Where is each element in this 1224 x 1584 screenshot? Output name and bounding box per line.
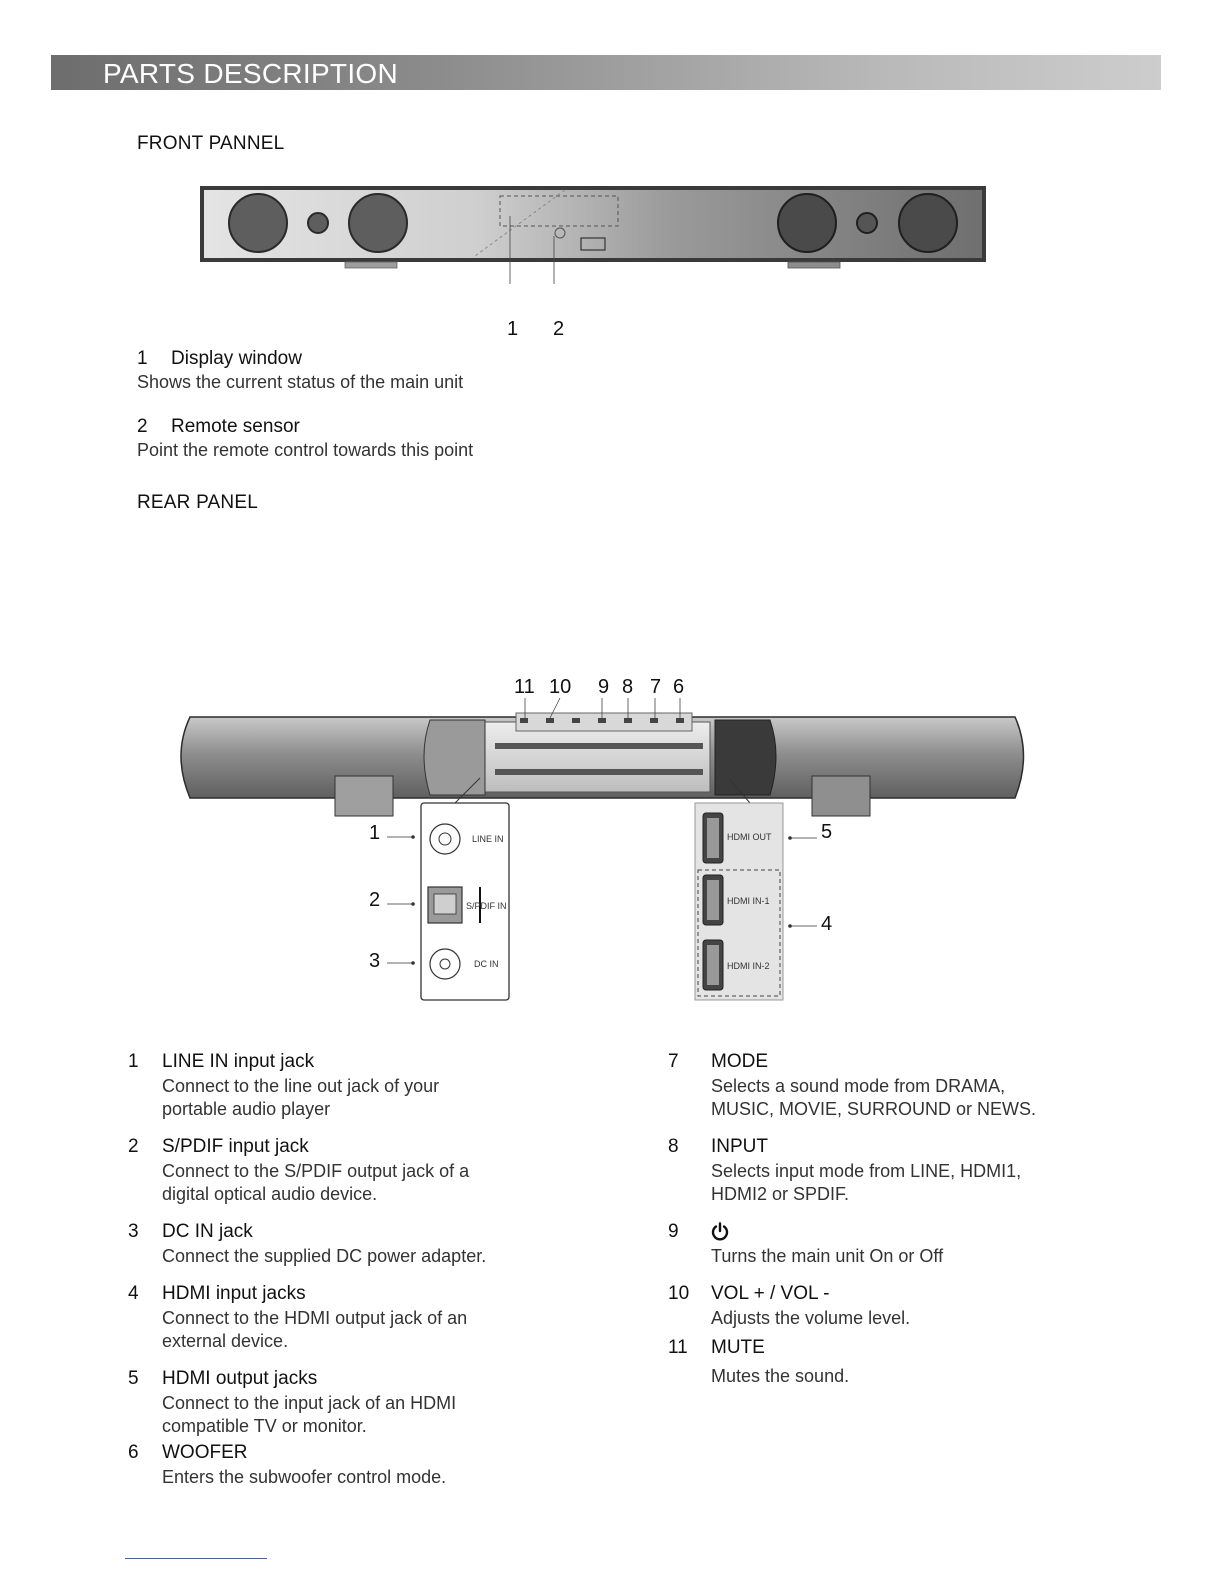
item-title: WOOFER [162, 1442, 248, 1463]
item-description-line-1: Adjusts the volume level. [711, 1308, 911, 1328]
front-panel-heading: FRONT PANNEL [137, 133, 285, 154]
rear-left-bracket [424, 720, 485, 795]
item-number: 10 [668, 1283, 690, 1304]
item-number: 2 [128, 1136, 139, 1157]
rear-foot-right [812, 776, 870, 816]
vol-button [572, 718, 580, 723]
front-tweeter-left [308, 213, 328, 233]
item-description-line-1: Enters the subwoofer control mode. [162, 1467, 447, 1487]
item-description-line-2: portable audio player [162, 1099, 331, 1119]
rear-vent-bottom [495, 769, 703, 775]
item-description: Point the remote control towards this point [137, 440, 474, 460]
item-number: 11 [668, 1337, 688, 1358]
item-number: 8 [668, 1136, 679, 1157]
mute-button [520, 718, 528, 723]
item-description-line-1: Turns the main unit On or Off [711, 1246, 944, 1266]
item-number: 6 [128, 1442, 139, 1463]
item-number: 2 [137, 416, 148, 437]
item-number: 1 [128, 1051, 139, 1072]
footer-link-underline [125, 1558, 267, 1559]
spdif-in-label: S/PDIF IN [466, 901, 507, 911]
rear-panel-heading: REAR PANEL [137, 492, 258, 513]
woofer-button [676, 718, 684, 723]
hdmi-in-1-label: HDMI IN-1 [727, 896, 770, 906]
item-description-line-2: MUSIC, MOVIE, SURROUND or NEWS. [711, 1099, 1037, 1119]
item-number: 4 [128, 1283, 139, 1304]
rear-callout-11: 11 [514, 676, 535, 698]
front-speaker-right-2 [899, 194, 957, 252]
front-foot-right [788, 262, 840, 268]
item-title: Remote sensor [171, 416, 300, 437]
power-icon [710, 1222, 730, 1242]
item-number: 3 [128, 1221, 139, 1242]
item-number: 9 [668, 1221, 679, 1242]
rear-panel-illustration [150, 670, 1050, 1010]
item-description-line-1: Mutes the sound. [711, 1366, 850, 1386]
item-title: HDMI input jacks [162, 1283, 306, 1304]
line-in-jack-inner [439, 833, 451, 845]
rear-foot-left [335, 776, 393, 816]
page-title: PARTS DESCRIPTION [103, 58, 398, 89]
item-number: 7 [668, 1051, 679, 1072]
item-description-line-2: compatible TV or monitor. [162, 1416, 367, 1436]
item-title: VOL + / VOL - [711, 1283, 830, 1304]
rear-center-panel [480, 722, 710, 792]
item-title: S/PDIF input jack [162, 1136, 309, 1157]
dc-in-jack-inner [440, 959, 450, 969]
item-description-line-1: Connect to the line out jack of your [162, 1076, 440, 1096]
line-in-label: LINE IN [472, 834, 504, 844]
item-description-line-1: Connect to the S/PDIF output jack of a [162, 1161, 470, 1181]
item-description-line-1: Connect to the input jack of an HDMI [162, 1393, 457, 1413]
input-button [624, 718, 632, 723]
item-description-line-2: digital optical audio device. [162, 1184, 378, 1204]
rear-callout-6: 6 [673, 676, 685, 698]
rear-callout-left-1: 1 [369, 822, 381, 844]
front-speaker-left-1 [229, 194, 287, 252]
item-description-line-1: Connect the supplied DC power adapter. [162, 1246, 487, 1266]
front-tweeter-right [857, 213, 877, 233]
front-panel-illustration [195, 180, 995, 290]
front-callout-2: 2 [553, 318, 565, 340]
hdmi-in-2-label: HDMI IN-2 [727, 961, 770, 971]
item-title: INPUT [711, 1136, 768, 1157]
rear-callout-9: 9 [598, 676, 610, 698]
spdif-jack-inner [434, 894, 456, 914]
item-number: 1 [137, 348, 148, 369]
item-title: MODE [711, 1051, 768, 1072]
rear-callout-8: 8 [622, 676, 634, 698]
item-title: LINE IN input jack [162, 1051, 315, 1072]
rear-callout-left-3: 3 [369, 950, 381, 972]
rear-callout-10: 10 [549, 676, 572, 698]
front-callout-1: 1 [507, 318, 519, 340]
rear-vent-top [495, 743, 703, 749]
section-header-bar [51, 55, 1161, 90]
vol-button [546, 718, 554, 723]
item-number: 5 [128, 1368, 139, 1389]
power-button [598, 718, 606, 723]
mode-button [650, 718, 658, 723]
item-title: DC IN jack [162, 1221, 253, 1242]
dc-in-label: DC IN [474, 959, 499, 969]
hdmi-out-label: HDMI OUT [727, 832, 772, 842]
front-speaker-left-2 [349, 194, 407, 252]
rear-callout-left-2: 2 [369, 889, 381, 911]
item-title: MUTE [711, 1337, 765, 1358]
item-description: Shows the current status of the main unit [137, 372, 464, 392]
front-foot-left [345, 262, 397, 268]
item-description-line-2: HDMI2 or SPDIF. [711, 1184, 850, 1204]
item-description-line-1: Selects a sound mode from DRAMA, [711, 1076, 1006, 1096]
front-speaker-right-1 [778, 194, 836, 252]
rear-right-bracket [715, 720, 776, 795]
rear-callout-right-5: 5 [821, 821, 833, 843]
rear-callout-7: 7 [650, 676, 662, 698]
item-title: Display window [171, 348, 302, 369]
item-description-line-1: Connect to the HDMI output jack of an [162, 1308, 468, 1328]
item-title: HDMI output jacks [162, 1368, 318, 1389]
item-description-line-1: Selects input mode from LINE, HDMI1, [711, 1161, 1022, 1181]
rear-callout-right-4: 4 [821, 913, 833, 935]
item-description-line-2: external device. [162, 1331, 289, 1351]
